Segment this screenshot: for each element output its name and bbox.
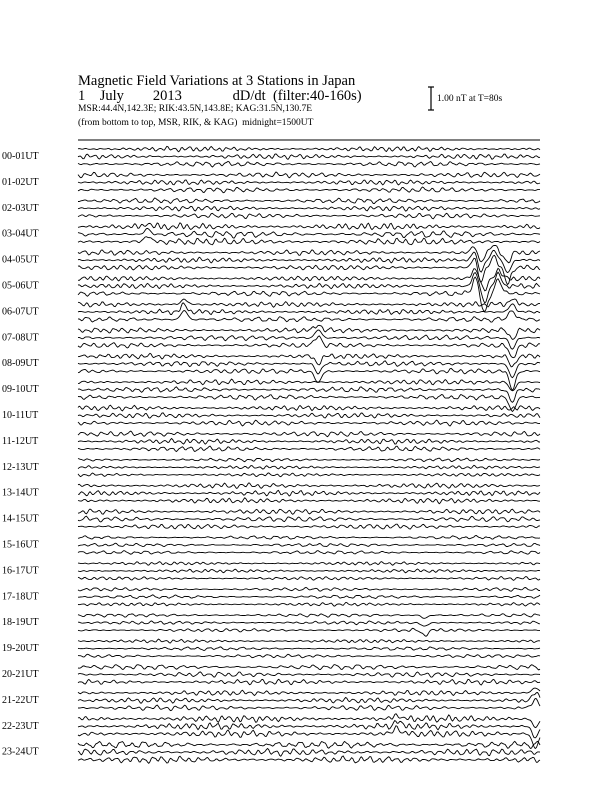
trace-17-18UT-msr [78, 603, 540, 607]
trace-17-18UT-kag [78, 587, 540, 591]
trace-21-22UT-rik [78, 693, 540, 704]
trace-07-08UT-msr [78, 336, 540, 358]
trace-00-01UT-rik [78, 154, 540, 160]
trace-21-22UT-kag [78, 688, 540, 695]
trace-16-17UT-rik [78, 569, 540, 573]
trace-13-14UT-kag [78, 483, 540, 488]
trace-10-11UT-rik [78, 413, 540, 418]
trace-01-02UT-rik [78, 180, 540, 185]
row-label-17-18UT: 17-18UT [2, 591, 39, 603]
row-label-02-03UT: 02-03UT [2, 202, 39, 214]
row-label-16-17UT: 16-17UT [2, 565, 39, 577]
trace-16-17UT-kag [78, 562, 540, 566]
trace-08-09UT-msr [78, 368, 540, 390]
trace-13-14UT-rik [78, 490, 540, 496]
trace-10-11UT-kag [78, 405, 540, 411]
trace-15-16UT-rik [78, 543, 540, 546]
row-label-01-02UT: 01-02UT [2, 176, 39, 188]
trace-19-20UT-msr [78, 654, 540, 658]
trace-00-01UT-msr [78, 161, 540, 167]
row-label-15-16UT: 15-16UT [2, 539, 39, 551]
trace-19-20UT-kag [78, 639, 540, 643]
trace-21-22UT-msr [78, 699, 540, 711]
trace-23-24UT-rik [78, 749, 540, 757]
row-label-10-11UT: 10-11UT [2, 410, 39, 421]
row-label-03-04UT: 03-04UT [2, 228, 39, 240]
trace-17-18UT-rik [78, 595, 540, 599]
scale-label: 1.00 nT at T=80s [437, 94, 503, 104]
row-label-04-05UT: 04-05UT [2, 254, 39, 266]
trace-23-24UT-kag [78, 741, 540, 748]
trace-01-02UT-kag [78, 172, 540, 178]
trace-09-10UT-rik [78, 387, 540, 403]
trace-20-21UT-rik [78, 672, 540, 677]
trace-18-19UT-rik [78, 621, 540, 626]
trace-07-08UT-rik [78, 330, 540, 349]
trace-16-17UT-msr [78, 577, 540, 581]
trace-19-20UT-rik [78, 647, 540, 651]
trace-03-04UT-msr [78, 237, 540, 245]
trace-02-03UT-msr [78, 213, 540, 219]
trace-00-01UT-kag [78, 146, 540, 151]
row-label-11-12UT: 11-12UT [2, 435, 39, 447]
row-label-22-23UT: 22-23UT [2, 720, 39, 732]
trace-14-15UT-msr [78, 524, 540, 529]
trace-11-12UT-rik [78, 439, 540, 445]
row-label-19-20UT: 19-20UT [2, 643, 39, 655]
row-label-07-08UT: 07-08UT [2, 332, 39, 344]
row-label-21-22UT: 21-22UT [2, 694, 39, 706]
station-coordinates: MSR:44.4N,142.3E; RIK:43.5N,143.8E; KAG:31.5N,130.7E [78, 104, 313, 114]
trace-23-24UT-msr [78, 756, 540, 763]
row-label-08-09UT: 08-09UT [2, 358, 39, 370]
row-label-05-06UT: 05-06UT [2, 280, 39, 292]
trace-12-13UT-msr [78, 473, 540, 477]
trace-10-11UT-msr [78, 420, 540, 426]
trace-20-21UT-msr [78, 679, 540, 685]
trace-02-03UT-rik [78, 206, 540, 211]
trace-14-15UT-rik [78, 516, 540, 522]
row-label-18-19UT: 18-19UT [2, 617, 39, 629]
trace-11-12UT-msr [78, 446, 540, 451]
row-label-12-13UT: 12-13UT [2, 461, 39, 473]
trace-13-14UT-msr [78, 498, 540, 504]
row-label-09-10UT: 09-10UT [2, 384, 39, 396]
trace-18-19UT-msr [78, 628, 540, 636]
trace-08-09UT-rik [78, 361, 540, 378]
station-order-note: (from bottom to top, MSR, RIK, & KAG) midnight=1500UT [78, 118, 314, 128]
trace-12-13UT-rik [78, 465, 540, 469]
trace-02-03UT-kag [78, 198, 540, 204]
trace-20-21UT-kag [78, 665, 540, 670]
chart-subtitle: 1 July 2013 dD/dt (filter:40-160s) [78, 88, 362, 104]
trace-06-07UT-kag [78, 299, 540, 307]
trace-18-19UT-kag [78, 614, 540, 619]
trace-01-02UT-msr [78, 187, 540, 193]
row-label-14-15UT: 14-15UT [2, 513, 39, 525]
row-label-20-21UT: 20-21UT [2, 669, 39, 680]
trace-12-13UT-kag [78, 458, 540, 462]
trace-15-16UT-msr [78, 551, 540, 555]
trace-15-16UT-kag [78, 536, 540, 540]
row-label-13-14UT: 13-14UT [2, 487, 39, 499]
chart-title: Magnetic Field Variations at 3 Stations in Japan [78, 73, 356, 89]
trace-11-12UT-kag [78, 431, 540, 437]
trace-22-23UT-rik [78, 721, 540, 738]
trace-14-15UT-kag [78, 509, 540, 514]
row-label-00-01UT: 00-01UT [2, 151, 39, 162]
row-label-06-07UT: 06-07UT [2, 306, 39, 318]
row-label-23-24UT: 23-24UT [2, 746, 39, 758]
